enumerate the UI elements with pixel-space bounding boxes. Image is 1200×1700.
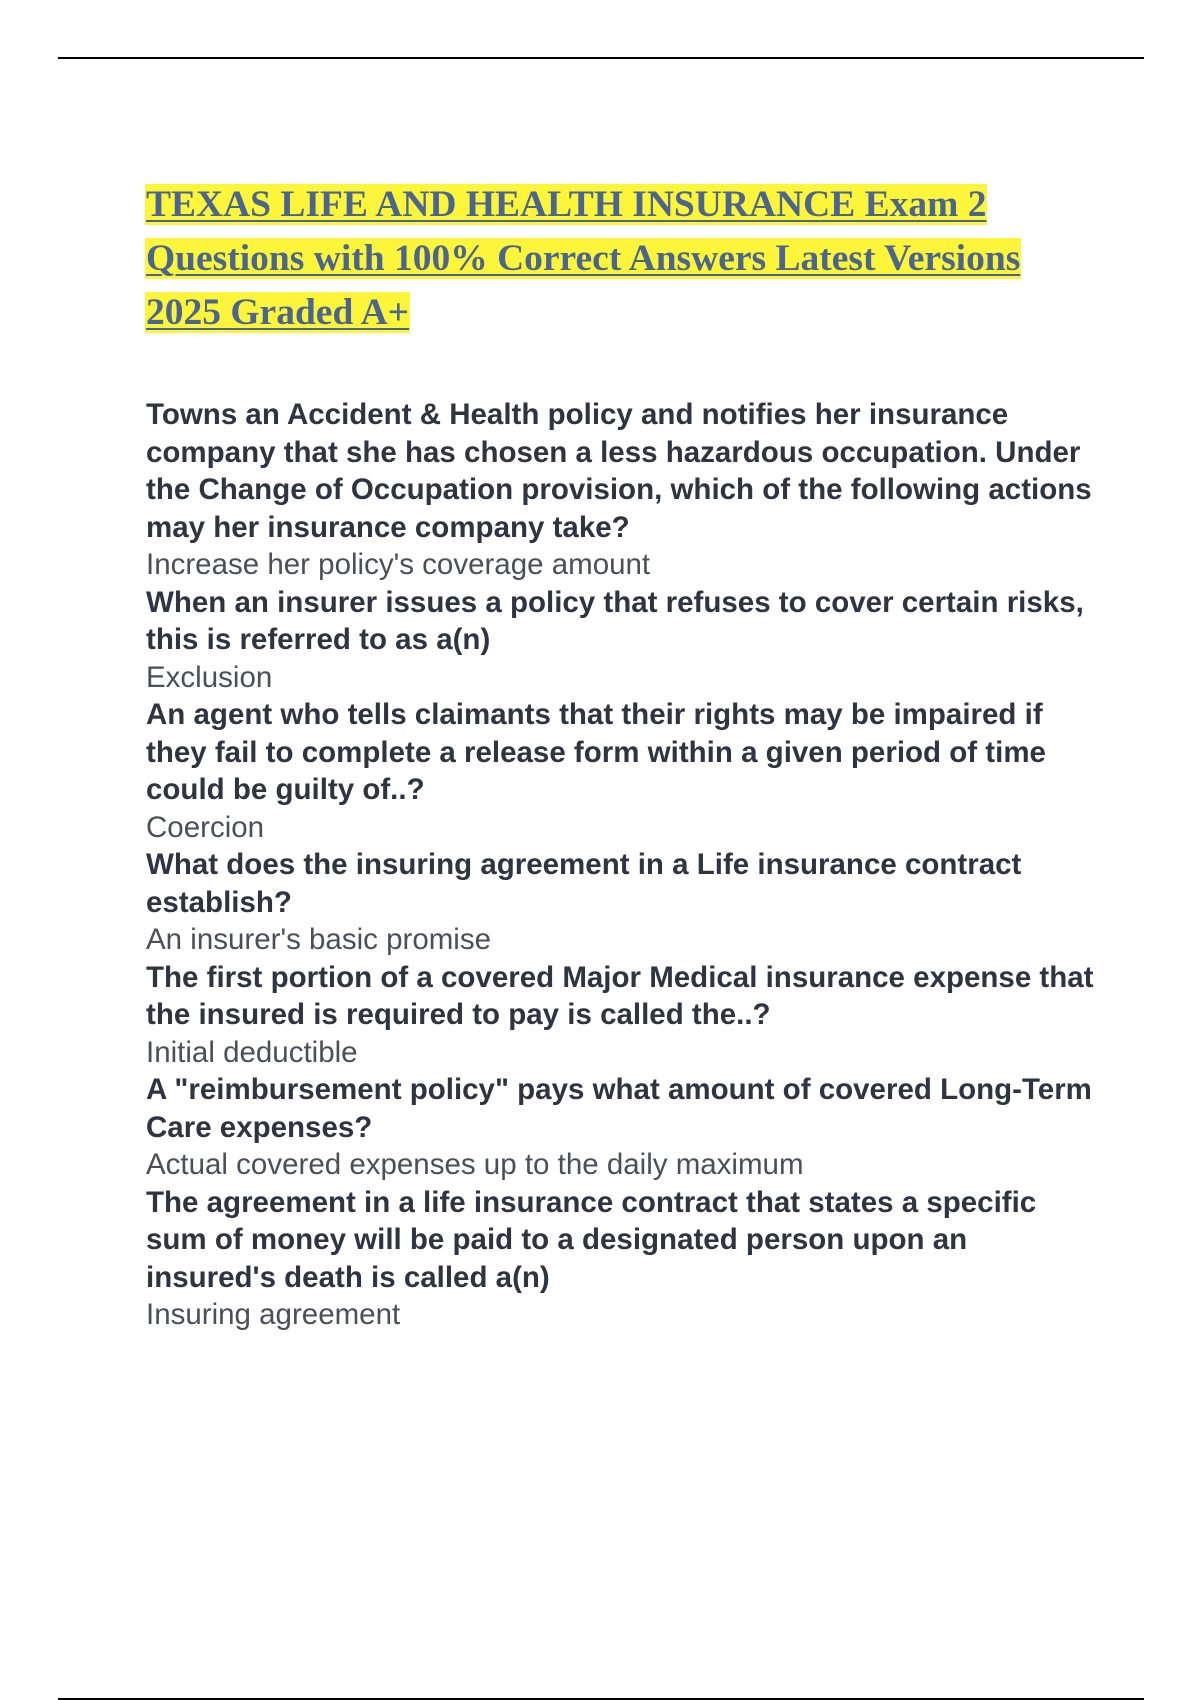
title-line-text: 2025 Graded A+ — [146, 292, 410, 333]
question-text: An agent who tells claimants that their rights may be impaired if they fail to complete a release form within a given period of time could be guilty of..? — [146, 698, 1046, 806]
title-line-text: Questions with 100% Correct Answers Latest Versions — [146, 238, 1021, 279]
answer-text: An insurer's basic promise — [146, 923, 492, 956]
document-title — [145, 178, 1095, 340]
question-answer-list — [146, 396, 1096, 1334]
top-divider — [58, 57, 1144, 59]
question-text: The first portion of a covered Major Medical insurance expense that the insured is required to pay is called the..? — [146, 960, 1094, 1031]
question-text: A "reimbursement policy" pays what amount of covered Long-Term Care expenses? — [146, 1073, 1092, 1144]
title-line — [145, 286, 1095, 340]
answer-text: Coercion — [146, 810, 265, 844]
answer-text: Insuring agreement — [146, 1298, 401, 1331]
question-text: When an insurer issues a policy that refuses to cover certain risks, this is referred to as a(n) — [146, 585, 1084, 656]
answer-text: Initial deductible — [146, 1035, 358, 1069]
answer-text: Increase her policy's coverage amount — [146, 548, 651, 581]
answer-text: Exclusion — [146, 660, 273, 694]
question-text: The agreement in a life insurance contract that states a specific sum of money will be paid to a designated person upon an insured's death is called a(n) — [146, 1185, 1037, 1294]
title-line — [145, 232, 1095, 286]
answer-text: Actual covered expenses up to the daily maximum — [146, 1148, 804, 1181]
question-text: What does the insuring agreement in a Life insurance contract establish? — [146, 848, 1022, 919]
question-text: Towns an Accident & Health policy and notifies her insurance company that she has chosen a less hazardous occupation. Under the Change of Occupation provision, which of the following actions may her insurance company take? — [146, 398, 1092, 544]
title-line-text: TEXAS LIFE AND HEALTH INSURANCE Exam 2 — [146, 184, 987, 225]
title-line — [145, 178, 1095, 232]
